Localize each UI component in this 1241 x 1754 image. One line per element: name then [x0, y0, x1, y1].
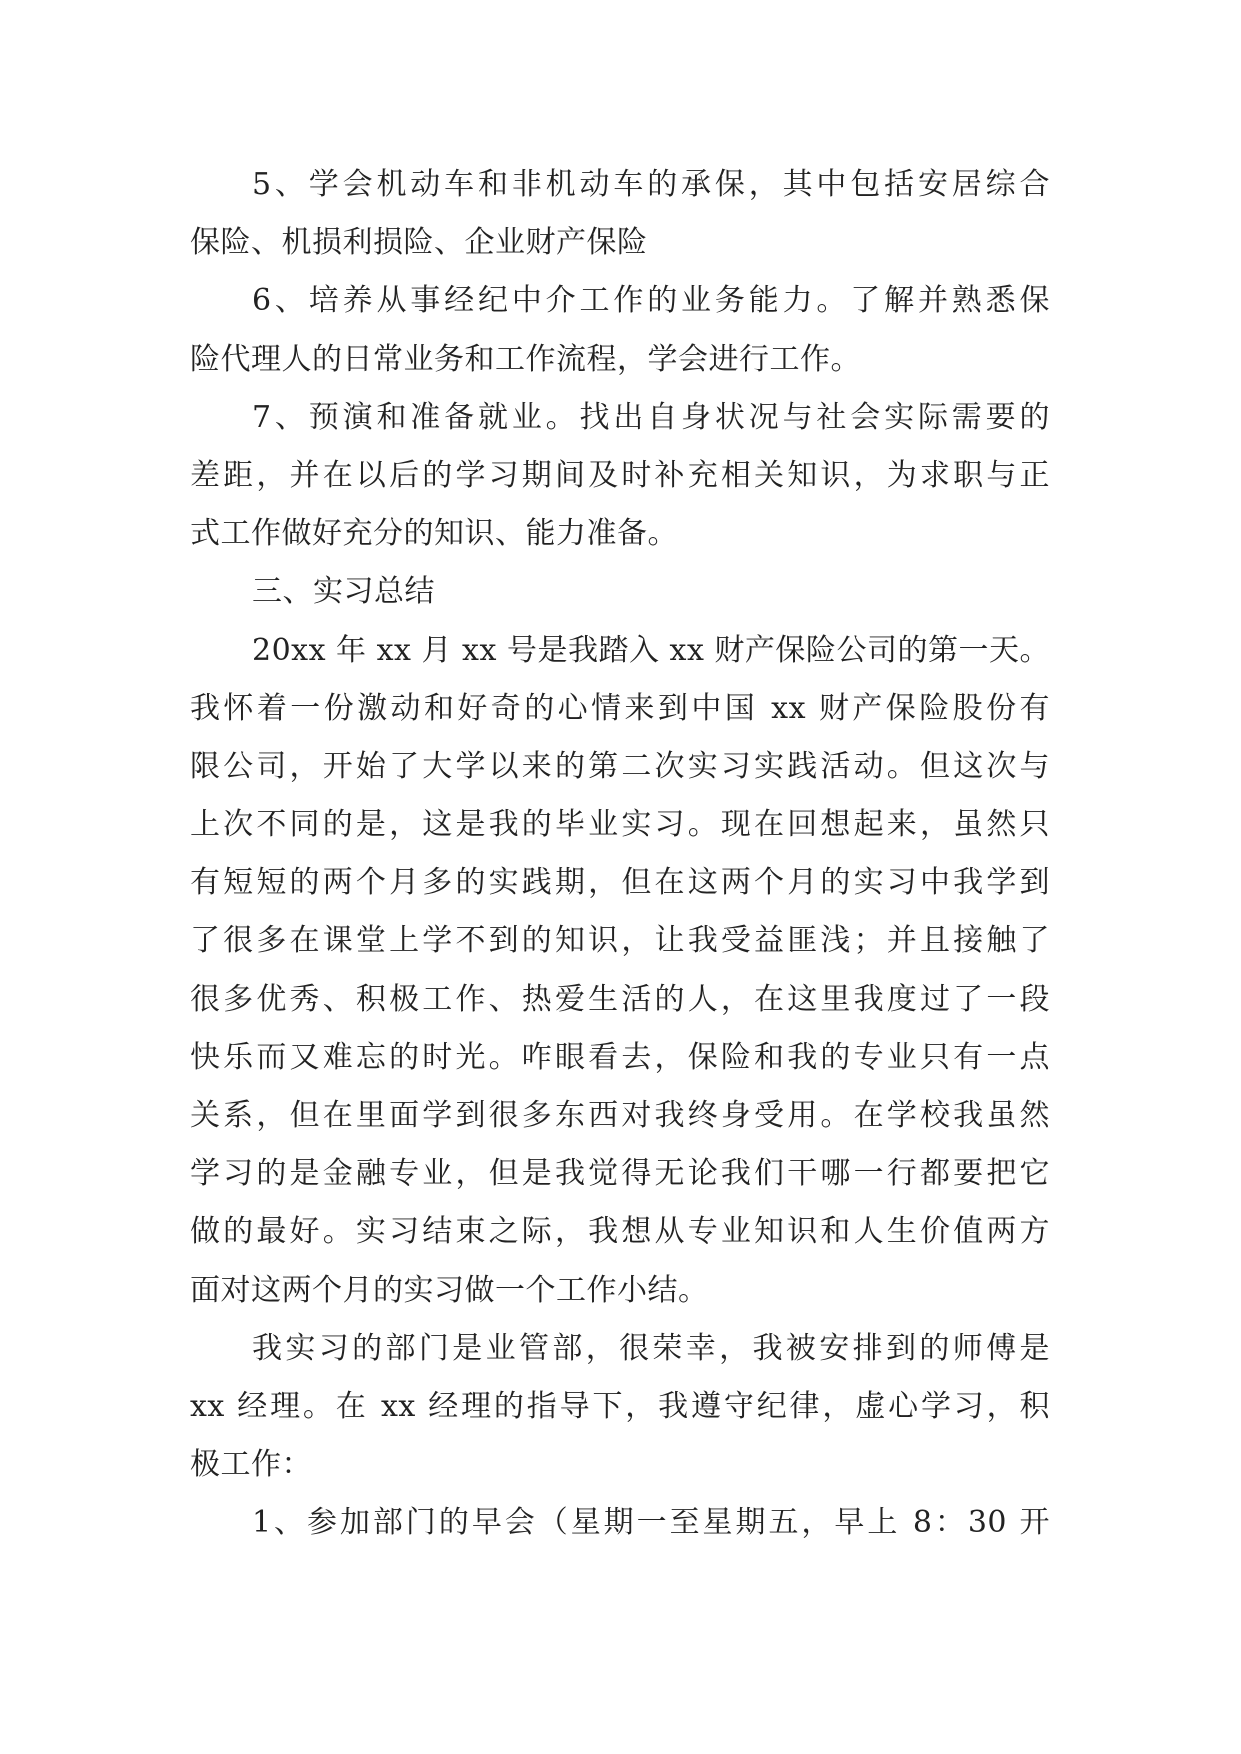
text-line: 极工作： — [190, 1447, 312, 1483]
text-line: 差距，并在以后的学习期间及时补充相关知识，为求职与正 — [190, 457, 1050, 493]
text-line: 做的最好。实习结束之际，我想从专业知识和人生价值两方 — [190, 1214, 1050, 1250]
text-line: 1、参加部门的早会（星期一至星期五，早上 8：30 开 — [252, 1505, 1050, 1541]
text-line: 面对这两个月的实习做一个工作小结。 — [190, 1272, 709, 1308]
text-line: 我实习的部门是业管部，很荣幸，我被安排到的师傅是 — [252, 1330, 1050, 1366]
document-body — [190, 156, 1050, 1553]
text-line: 很多优秀、积极工作、热爱生活的人，在这里我度过了一段 — [190, 981, 1050, 1017]
text-line: 6、培养从事经纪中介工作的业务能力。了解并熟悉保 — [252, 283, 1050, 319]
text-line: 学习的是金融专业，但是我觉得无论我们干哪一行都要把它 — [190, 1156, 1050, 1192]
text-line: 上次不同的是，这是我的毕业实习。现在回想起来，虽然只 — [190, 807, 1050, 843]
text-line: 快乐而又难忘的时光。咋眼看去，保险和我的专业只有一点 — [190, 1039, 1050, 1075]
text-line: 式工作做好充分的知识、能力准备。 — [190, 516, 678, 552]
text-line: 限公司，开始了大学以来的第二次实习实践活动。但这次与 — [190, 748, 1050, 784]
text-line: 关系，但在里面学到很多东西对我终身受用。在学校我虽然 — [190, 1098, 1050, 1133]
section-heading: 三、实习总结 — [252, 574, 435, 610]
text-line: 有短短的两个月多的实践期，但在这两个月的实习中我学到 — [190, 865, 1050, 901]
text-line: 了很多在课堂上学不到的知识，让我受益匪浅；并且接触了 — [190, 923, 1050, 959]
text-line: 20xx 年 xx 月 xx 号是我踏入 xx 财产保险公司的第一天。 — [252, 632, 1050, 668]
text-line: 保险、机损利损险、企业财产保险 — [190, 225, 648, 261]
text-line: 7、预演和准备就业。找出自身状况与社会实际需要的 — [252, 399, 1050, 435]
text-line: 险代理人的日常业务和工作流程，学会进行工作。 — [190, 341, 861, 377]
text-line: 我怀着一份激动和好奇的心情来到中国 xx 财产保险股份有 — [190, 690, 1050, 726]
text-line: 5、学会机动车和非机动车的承保，其中包括安居综合 — [252, 167, 1050, 202]
text-line: xx 经理。在 xx 经理的指导下，我遵守纪律，虚心学习，积 — [190, 1388, 1050, 1424]
